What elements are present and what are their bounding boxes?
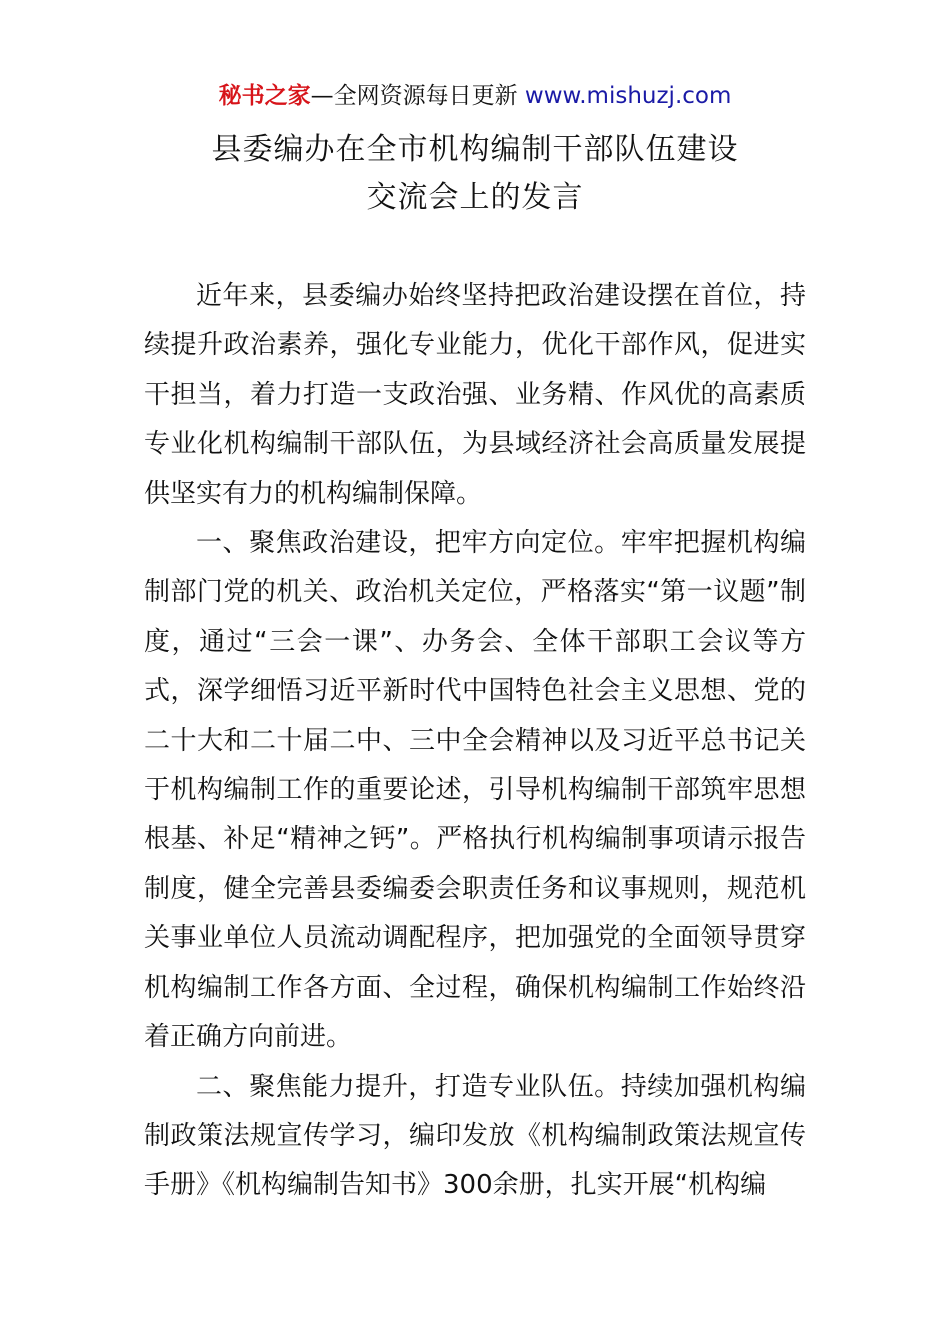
document-title bbox=[0, 126, 950, 222]
title-line-2: 交流会上的发言 bbox=[366, 180, 584, 215]
site-url-link[interactable]: www.mishuzj.com bbox=[524, 83, 732, 109]
brand-name: 秘书之家 bbox=[218, 83, 311, 109]
paragraph-intro: 近年来，县委编办始终坚持把政治建设摆在首位，持续提升政治素养，强化专业能力，优化干部作风，促进实干担当，着力打造一支政治强、业务精、作风优的高素质专业化机构编制干部队伍，为县域经济社会高质量发展提供坚实有力的机构编制保障。 bbox=[144, 281, 806, 509]
site-tagline: —全网资源每日更新 bbox=[310, 83, 525, 109]
title-line-1: 县委编办在全市机构编制干部队伍建设 bbox=[211, 132, 739, 167]
paragraph-section-1: 一、聚焦政治建设，把牢方向定位。牢牢把握机构编制部门党的机关、政治机关定位，严格落实“第一议题”制度，通过“三会一课”、办务会、全体干部职工会议等方式，深学细悟习近平新时代中国特色社会主义思想、党的二十大和二十届二中、三中全会精神以及习近平总书记关于机构编制工作的重要论述，引导机构编制干部筑牢思想根基、补足“精神之钙”。严格执行机构编制事项请示报告制度，健全完善县委编委会职责任务和议事规则，规范机关事业单位人员流动调配程序，把加强党的全面领导贯穿机构编制工作各方面、全过程，确保机构编制工作始终沿着正确方向前进。 bbox=[144, 528, 806, 1053]
document-body bbox=[144, 272, 806, 1211]
site-header bbox=[0, 80, 950, 112]
paragraph-section-2: 二、聚焦能力提升，打造专业队伍。持续加强机构编制政策法规宣传学习，编印发放《机构编制政策法规宣传手册》《机构编制告知书》300余册，扎实开展“机构编 bbox=[144, 1071, 806, 1201]
